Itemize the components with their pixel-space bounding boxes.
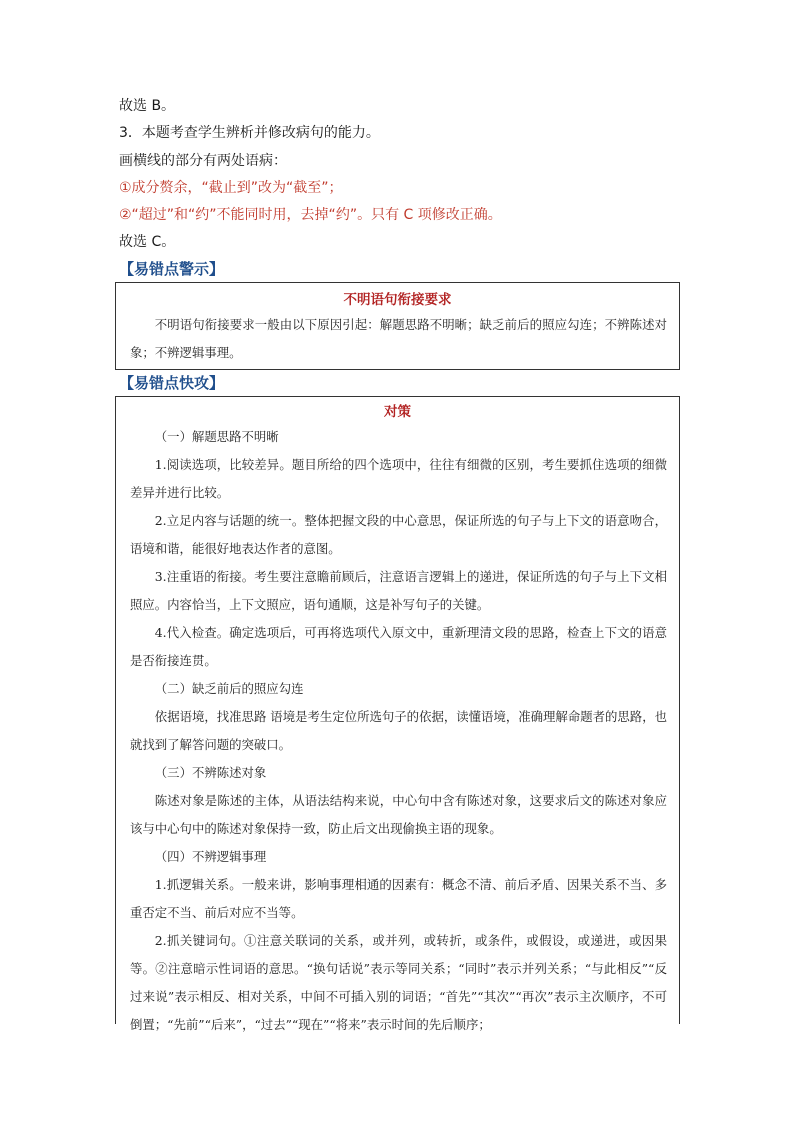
answer-line-4: ①成分赘余，“截止到”改为“截至”；: [119, 180, 343, 196]
tactics-heading: 【易错点快攻】: [119, 374, 225, 392]
section-heading-3: （三）不辨陈述对象: [154, 765, 267, 780]
tactic-paragraph-4: 4.代入检查。确定选项后，可再将选项代入原文中，重新理清文段的思路，检查上下文的语意是否衔接连贯。: [130, 625, 667, 668]
tactics-box: [115, 396, 680, 1032]
answer-line-2: 3．本题考查学生辨析并修改病句的能力。: [119, 125, 380, 141]
answer-line-1: 故选 B。: [119, 98, 176, 114]
warning-heading: 【易错点警示】: [119, 260, 225, 278]
section-heading-4: （四）不辨逻辑事理: [154, 849, 267, 864]
tactic-paragraph-5: 依据语境，找准思路 语境是考生定位所选句子的依据，读懂语境，准确理解命题者的思路，也就找到了解答问题的突破口。: [130, 709, 667, 752]
warning-body: 不明语句衔接要求一般由以下原因引起：解题思路不明晰；缺乏前后的照应勾连；不辨陈述对象；不辨逻辑事理。: [130, 317, 667, 360]
tactic-paragraph-7: 1.抓逻辑关系。一般来讲，影响事理相通的因素有：概念不清、前后矛盾、因果关系不当、多重否定不当、前后对应不当等。: [130, 877, 667, 920]
section-heading-1: （一）解题思路不明晰: [154, 429, 279, 444]
tactic-paragraph-6: 陈述对象是陈述的主体，从语法结构来说，中心句中含有陈述对象，这要求后文的陈述对象应该与中心句中的陈述对象保持一致，防止后文出现偷换主语的现象。: [130, 793, 667, 836]
answer-line-3: 画横线的部分有两处语病：: [119, 153, 287, 169]
warning-box: [115, 282, 680, 370]
tactic-paragraph-2: 2.立足内容与话题的统一。整体把握文段的中心意思，保证所选的句子与上下文的语意吻合，语境和谐，能很好地表达作者的意图。: [130, 513, 667, 556]
tactic-paragraph-3: 3.注重语的衔接。考生要注意瞻前顾后，注意语言逻辑上的递进，保证所选的句子与上下文相照应。内容恰当，上下文照应，语句通顺，这是补写句子的关键。: [130, 569, 667, 612]
answer-line-5: ②“超过”和“约”不能同时用，去掉“约”。只有 C 项修改正确。: [119, 207, 502, 223]
tactic-paragraph-1: 1.阅读选项，比较差异。题目所给的四个选项中，往往有细微的区别，考生要抓住选项的细微差异并进行比较。: [130, 457, 667, 500]
tactic-paragraph-8: 2.抓关键词句。①注意关联词的关系，或并列，或转折，或条件，或假设，或递进，或因果等。②注意暗示性词语的意思。“换句话说”表示等同关系；“同时”表示并列关系；“与此相反”“反过来说”表示相反、相对关系，中间不可插入别的词语；“首先”“其次”“再次”表示主次顺序，不可倒置；“先前”“后来”，“过去”“现在”“将来”表示时间的先后顺序；: [130, 933, 667, 1032]
tactics-title: 对策: [384, 404, 411, 420]
warning-title: 不明语句衔接要求: [343, 292, 452, 308]
section-heading-2: （二）缺乏前后的照应勾连: [154, 681, 304, 696]
answer-line-6: 故选 C。: [119, 234, 176, 250]
